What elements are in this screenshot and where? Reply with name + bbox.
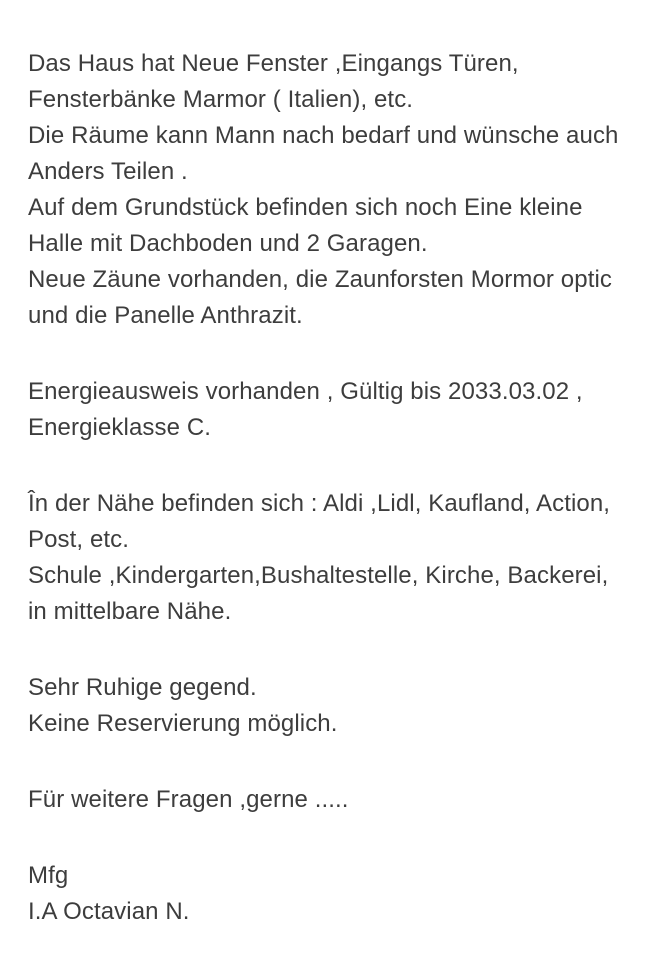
paragraph: Für weitere Fragen ,gerne .....: [28, 786, 349, 813]
paragraph: Energieausweis vorhanden , Gültig bis 2033.03.02 , Energieklasse C.: [28, 378, 583, 441]
paragraph: Sehr Ruhige gegend. Keine Reservierung möglich.: [28, 674, 338, 737]
listing-description-text: [28, 46, 654, 930]
paragraph: Mfg I.A Octavian N.: [28, 862, 190, 925]
paragraph: În der Nähe befinden sich : Aldi ,Lidl, Kaufland, Action, Post, etc. Schule ,Kindergarten,Bushaltestelle, Kirche, Backerei, in mittelbare Nähe.: [28, 490, 611, 625]
paragraph: Das Haus hat Neue Fenster ,Eingangs Türen, Fensterbänke Marmor ( Italien), etc. Die Räume kann Mann nach bedarf und wünsche auch Anders Teilen . Auf dem Grundstück befinden sich noch Eine kleine Halle mit Dachboden und 2 Garagen. Neue Zäune vorhanden, die Zaunforsten Mormor optic und die Panelle Anthrazit.: [28, 50, 619, 329]
